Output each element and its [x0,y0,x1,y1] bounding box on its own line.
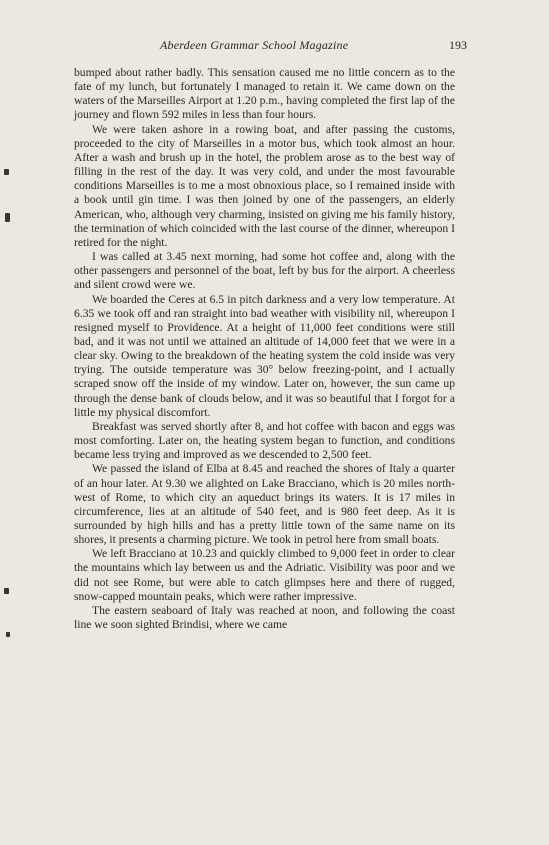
running-header-title: Aberdeen Grammar School Magazine [160,38,349,52]
paragraph: I was called at 3.45 next morning, had some hot coffee and, along with the other passengers and personnel of the boat, left by bus for the airport. A cheerless and silent crowd were we. [74,250,455,292]
binding-hole-mark [4,169,9,175]
running-header [72,38,467,54]
page-number: 193 [449,38,467,52]
binding-hole-mark [5,213,10,222]
paragraph: We were taken ashore in a rowing boat, and after passing the customs, proceeded to the city of Marseilles in a motor bus, which took almost an hour. After a wash and brush up in the hotel, the problem arose as to the best way of filling in the rest of the day. It was very cold, and under the most favourable conditions Marseilles is to me a most obnoxious place, so I remained inside with a book until gin time. I was then joined by one of the passengers, an elderly American, who, although very charming, insisted on giving me his family history, the termination of which coincided with the last course of the dinner, whereupon I retired for the night. [74,122,455,249]
paragraph: bumped about rather badly. This sensation caused me no little concern as to the fate of my lunch, but fortunately I managed to retain it. We came down on the waters of the Marseilles Airport at 1.20 p.m., having completed the first lap of the journey and flown 592 miles in less than four hours. [74,66,455,122]
paragraph: We left Bracciano at 10.23 and quickly climbed to 9,000 feet in order to clear the mountains which lay between us and the Adriatic. Visibility was poor and we did not see Rome, but were able to catch glimpses here and there of rugged, snow-capped mountain peaks, which were rather impressive. [74,547,455,603]
paragraph: Breakfast was served shortly after 8, and hot coffee with bacon and eggs was most comforting. Later on, the heating system began to function, and conditions became less trying and improved as we descended to 2,500 feet. [74,419,455,462]
binding-hole-mark [4,588,9,594]
paragraph: The eastern seaboard of Italy was reached at noon, and following the coast line we soon sighted Brindisi, where we came [74,603,455,632]
binding-hole-mark [6,632,10,637]
paragraph: We boarded the Ceres at 6.5 in pitch darkness and a very low temperature. At 6.35 we took off and ran straight into bad weather with visibility nil, whereupon I resigned myself to Providence. At a height of 11,000 feet conditions were still bad, and it was not until we attained an altitude of 14,000 feet that we were in a clear sky. Owing to the breakdown of the heating system the cold inside was very trying. The outside temperature was 30° below freezing-point, and I actually scraped snow off the inside of my window. Later on, however, the sun came up through the dense bank of clouds below, and it was so beautiful that I forgot for a little my physical discomfort. [74,292,455,419]
paragraph: We passed the island of Elba at 8.45 and reached the shores of Italy a quarter of an hour later. At 9.30 we alighted on Lake Bracciano, which is 20 miles north-west of Rome, to which city an aqueduct brings its waters. It is 17 miles in circumference, lies at an altitude of 540 feet, and is 980 feet deep. As it is surrounded by high hills and has a pretty little town of the same name on its shores, it presents a charming picture. We took in petrol here from small boats. [74,462,455,547]
body-text [74,66,455,632]
